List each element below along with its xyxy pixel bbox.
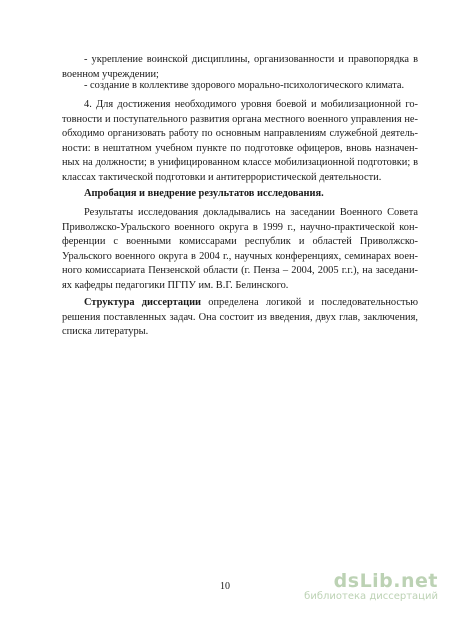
watermark-subtitle: библиотека диссертаций [304, 591, 438, 602]
text-line: обходимо организовать работу по основным направлениям служебной деятель- [62, 128, 418, 140]
text-line: Результаты исследования докладывались на заседании Военного Совета [84, 207, 418, 218]
paragraph-discipline [62, 53, 418, 82]
text-line: военном учреждении; [62, 68, 159, 80]
text-line: - создание в коллективе здорового морально-психологического климата. [84, 80, 405, 91]
page-number: 10 [220, 581, 230, 592]
text-line: ференции с военными комиссарами республик и областей Приволжско- [62, 236, 418, 248]
text-line: ного комиссариата Пензенской области (г. Пенза – 2004, 2005 г.г.), на заседани- [62, 265, 418, 277]
paragraph-climate [62, 79, 418, 94]
text-line: 4. Для достижения необходимого уровня боевой и мобилизационной го- [84, 99, 418, 110]
paragraph-structure [62, 296, 418, 340]
watermark-logo: dsLib.net [333, 570, 438, 592]
text-line: ных на должности; в унифицированном классе мобилизационной подготовки; в [62, 157, 418, 169]
text-line: Уральского военного округа в 2004 г., научных конференциях, семинарах воен- [62, 250, 418, 262]
section-heading: Апробация и внедрение результатов исследования. [84, 188, 324, 199]
text-line: ях кафедры педагогики ПГПУ им. В.Г. Белинского. [62, 279, 289, 291]
paragraph-point-4 [62, 98, 418, 186]
text-line: Приволжско-Уральского военного округа в 1999 г., научно-практической кон- [62, 221, 418, 233]
text-fragment: определена логикой и последовательностью [201, 297, 418, 308]
text-line [62, 296, 418, 311]
text-line: - укрепление воинской дисциплины, организованности и правопорядка в [84, 54, 418, 65]
site-watermark [304, 571, 438, 603]
text-line: классах тактической подготовки и антитеррористической деятельности. [62, 171, 382, 183]
text-line: списка литературы. [62, 326, 149, 338]
text-line: товности и поступательного развития органа местного военного управления не- [62, 113, 418, 125]
text-line: ности: в нештатном учебном пункте по подготовке офицеров, вновь назначен- [62, 142, 418, 154]
structure-term: Структура диссертации [84, 297, 202, 308]
text-line: решения поставленных задач. Она состоит из введения, двух глав, заключения, [62, 311, 418, 323]
section-heading-approbation [62, 187, 418, 202]
paragraph-results [62, 206, 418, 294]
